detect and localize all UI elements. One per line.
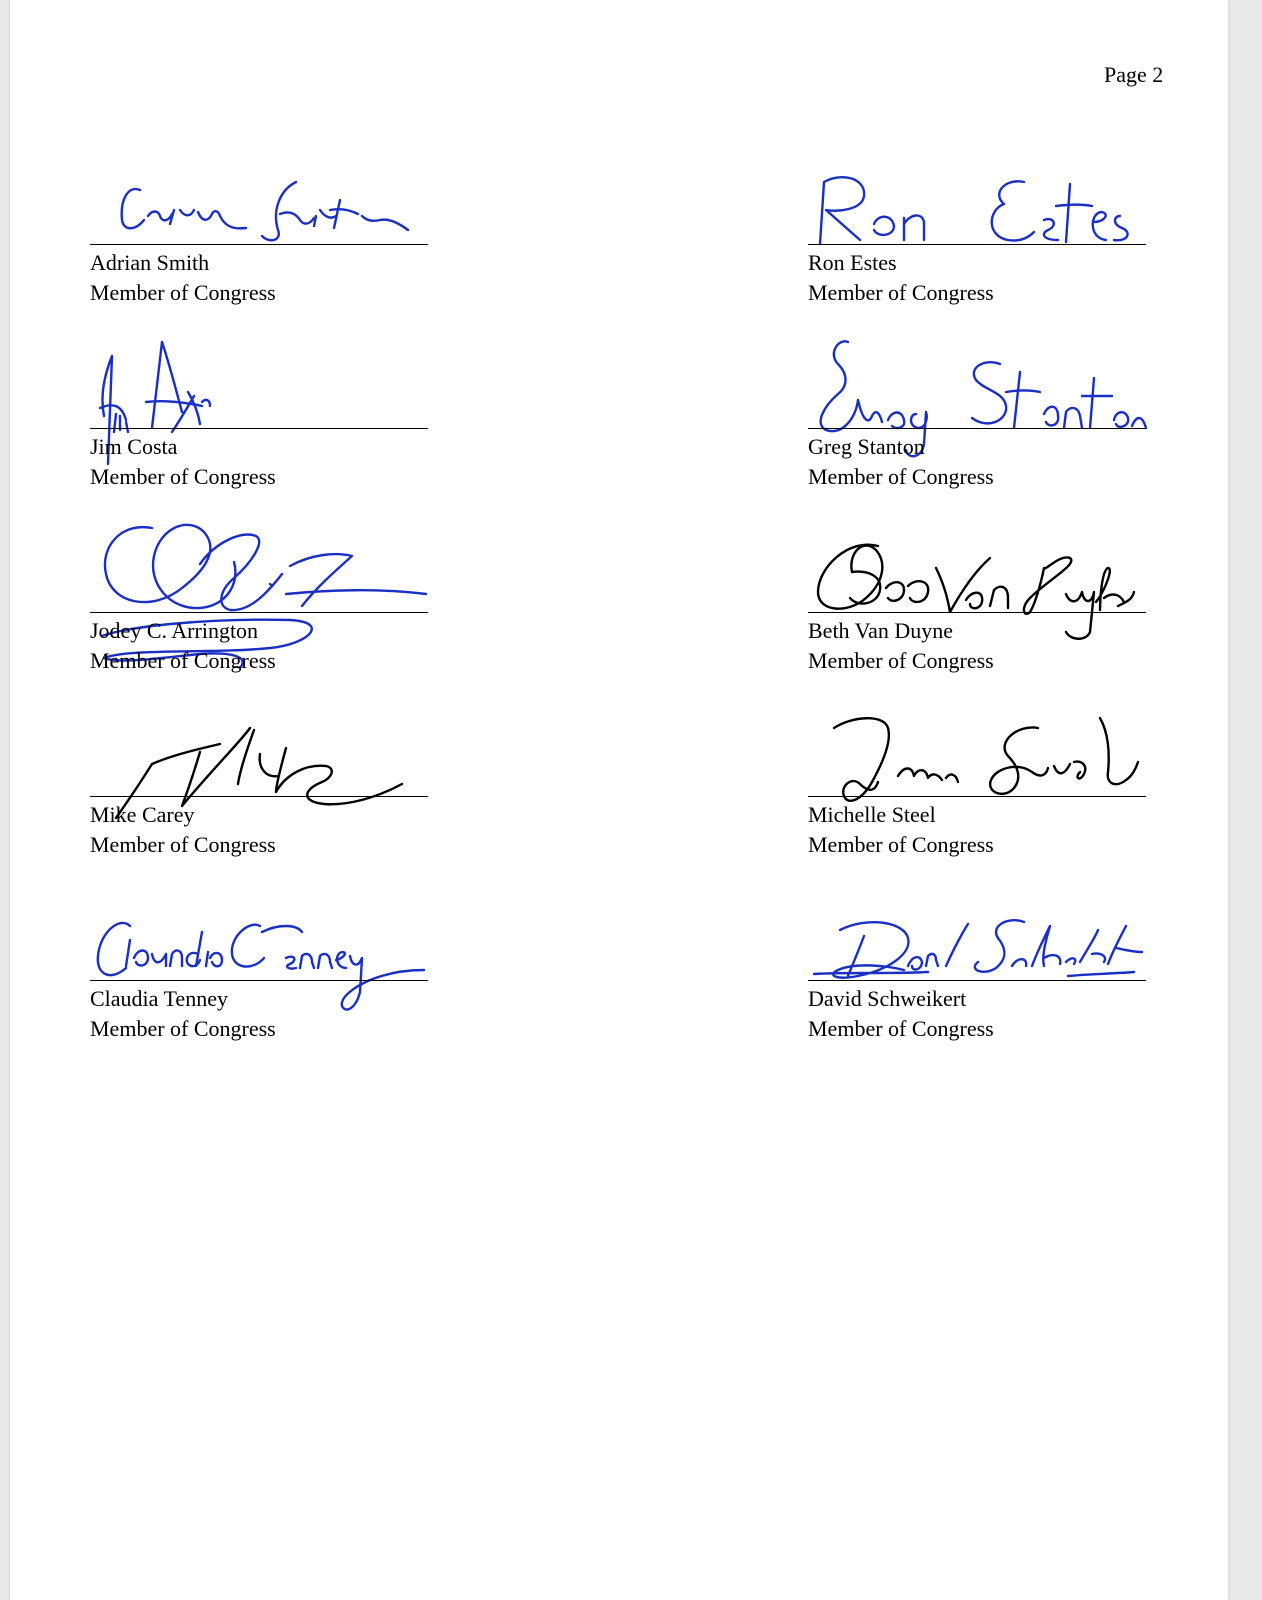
signer-title: Member of Congress	[808, 280, 994, 305]
signer-title: Member of Congress	[90, 464, 276, 489]
signature-line	[808, 244, 1146, 245]
signer-name: Michelle Steel	[808, 802, 936, 827]
signer-name: Mike Carey	[90, 802, 195, 827]
signature-block-ron-estes	[808, 160, 1154, 340]
signer-name: Jim Costa	[90, 434, 178, 459]
signature-line	[808, 980, 1146, 981]
signature-ron-estes	[808, 160, 1148, 250]
signature-block-beth-van-duyne	[808, 528, 1154, 708]
signature-line	[90, 244, 428, 245]
signer-title: Member of Congress	[808, 648, 994, 673]
signer-name: Beth Van Duyne	[808, 618, 954, 643]
signature-line	[90, 428, 428, 429]
signer-title: Member of Congress	[808, 464, 994, 489]
document-page	[10, 0, 1228, 1600]
signature-line	[808, 796, 1146, 797]
signature-adrian-smith	[100, 160, 430, 250]
signer-title: Member of Congress	[808, 1016, 994, 1041]
signature-block-jim-costa	[90, 344, 436, 524]
signer-name: Claudia Tenney	[90, 986, 228, 1011]
signer-title: Member of Congress	[90, 648, 276, 673]
signer-name: Ron Estes	[808, 250, 897, 275]
signature-line	[808, 428, 1146, 429]
signature-line	[90, 796, 428, 797]
signature-block-michelle-steel	[808, 712, 1154, 892]
signature-line	[90, 980, 428, 981]
signer-name: Greg Stanton	[808, 434, 925, 459]
signature-line	[808, 612, 1146, 613]
signer-title: Member of Congress	[808, 832, 994, 857]
signer-title: Member of Congress	[90, 280, 276, 305]
signature-block-david-schweikert	[808, 896, 1154, 1076]
signature-line	[90, 612, 428, 613]
signer-name: Adrian Smith	[90, 250, 210, 275]
signature-block-mike-carey	[90, 712, 436, 892]
signer-title: Member of Congress	[90, 1016, 276, 1041]
signer-title: Member of Congress	[90, 832, 276, 857]
signature-block-greg-stanton	[808, 344, 1154, 524]
signer-name: David Schweikert	[808, 986, 967, 1011]
page-number: Page 2	[1104, 62, 1164, 87]
signature-block-jodey-arrington	[90, 528, 436, 708]
signature-block-claudia-tenney	[90, 896, 436, 1076]
signer-name: Jodey C. Arrington	[90, 618, 259, 643]
signature-block-adrian-smith	[90, 160, 436, 340]
